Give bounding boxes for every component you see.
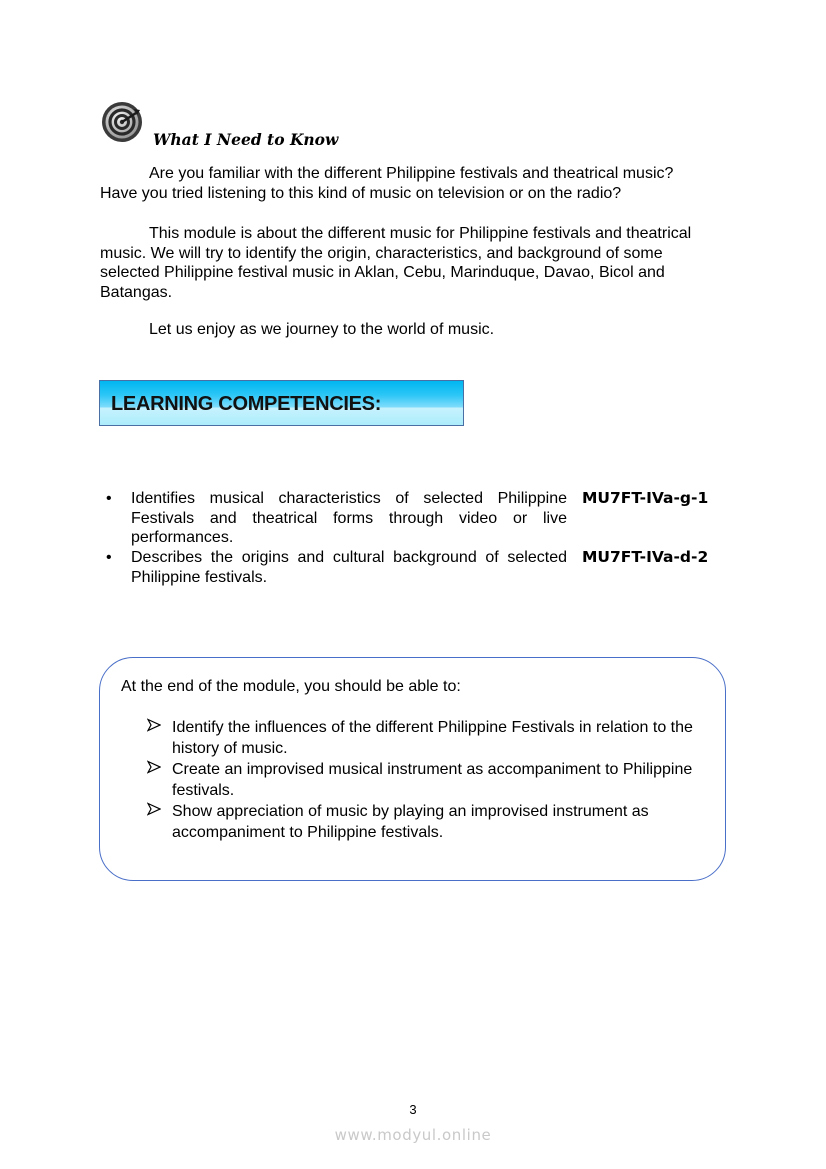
objective-text: Identify the influences of the different Philippine Festivals in relation to the history of music. (172, 719, 693, 757)
target-icon (101, 101, 143, 143)
objectives-intro: At the end of the module, you should be able to: (121, 678, 461, 695)
paragraph-line: selected Philippine festival music in Aklan, Cebu, Marinduque, Davao, Bicol and (100, 264, 665, 281)
arrow-bullet-icon (147, 718, 161, 732)
watermark: www.modyul.online (334, 1126, 492, 1144)
paragraph-line: Have you tried listening to this kind of music on television or on the radio? (100, 184, 622, 202)
competency-text: Identifies musical characteristics of selected Philippine Festivals and theatrical forms through video or live performances. (131, 490, 567, 546)
objective-text: Create an improvised musical instrument as accompaniment to Philippine festivals. (172, 761, 693, 799)
paragraph-line: Let us enjoy as we journey to the world of music. (149, 321, 495, 338)
intro-paragraph-1 (100, 164, 720, 203)
paragraph-line: Batangas. (100, 283, 173, 301)
learning-competencies-title: LEARNING COMPETENCIES: (111, 393, 382, 415)
objectives-box (99, 657, 726, 881)
section-title: What I Need to Know (153, 130, 339, 149)
learning-competencies-banner (99, 380, 464, 426)
paragraph-line: music. We will try to identify the origin, characteristics, and background of some (100, 244, 663, 262)
competency-code: MU7FT-IVa-g-1 (582, 489, 709, 507)
intro-paragraph-3 (100, 320, 720, 340)
objective-text: Show appreciation of music by playing an improvised instrument as accompaniment to Philippine festivals. (172, 803, 649, 841)
intro-paragraph-2 (100, 224, 720, 302)
paragraph-line: Are you familiar with the different Philippine festivals and theatrical music? (149, 165, 674, 182)
bullet-icon: • (106, 490, 112, 507)
bullet-icon: • (106, 549, 112, 566)
arrow-bullet-icon (147, 760, 161, 774)
competency-code: MU7FT-IVa-d-2 (582, 548, 709, 566)
paragraph-line: This module is about the different music for Philippine festivals and theatrical (149, 225, 692, 242)
page-number: 3 (409, 1102, 417, 1117)
arrow-bullet-icon (147, 802, 161, 816)
competency-text: Describes the origins and cultural background of selected Philippine festivals. (131, 549, 567, 586)
